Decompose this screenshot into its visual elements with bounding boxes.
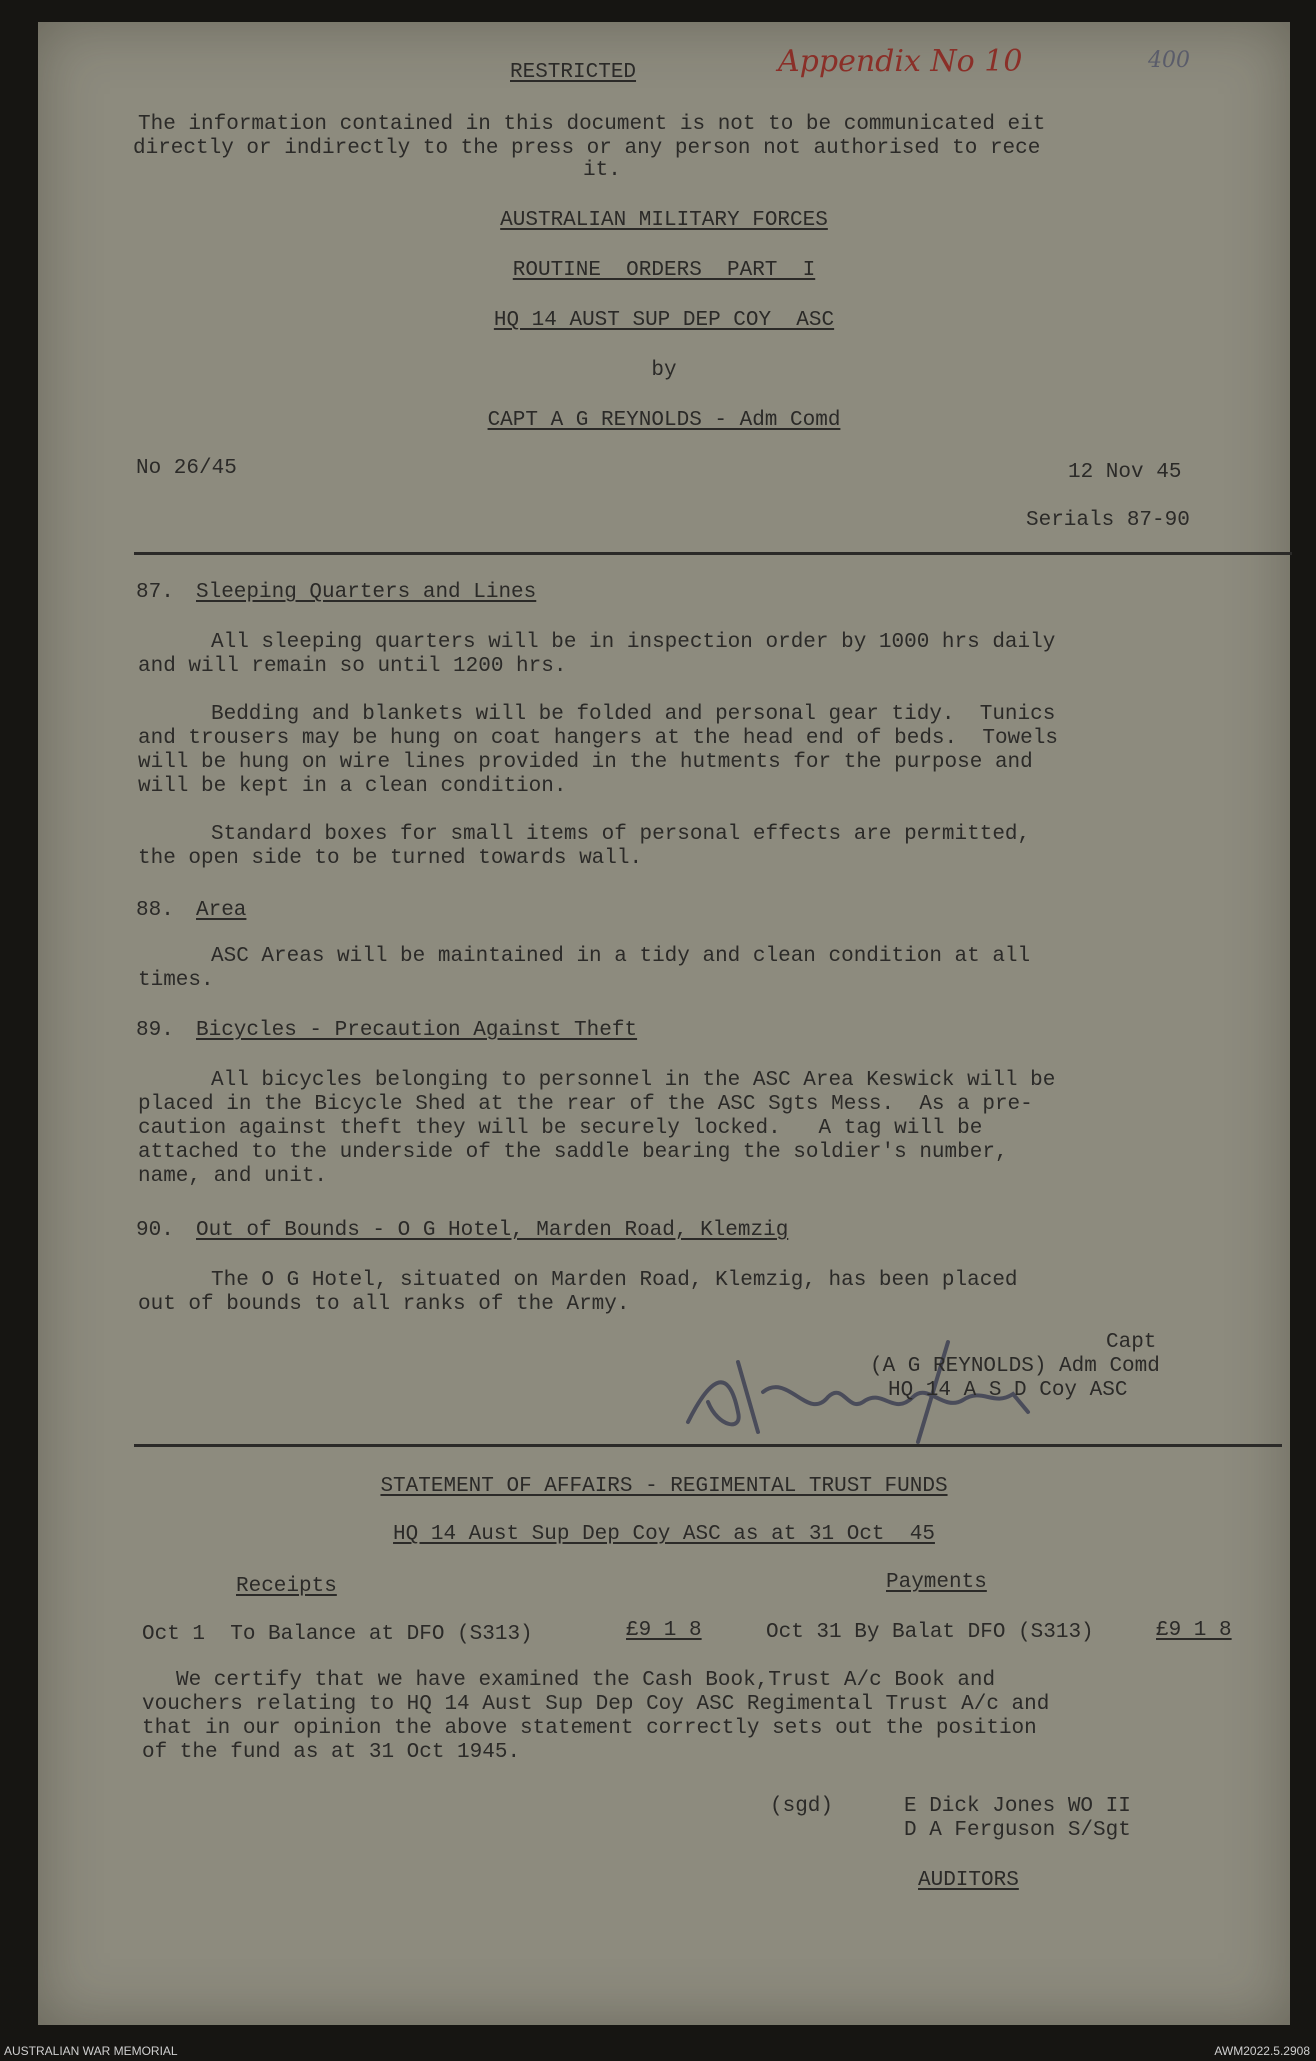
signature-divider (134, 1444, 1282, 1447)
title-unit: HQ 14 AUST SUP DEP COY ASC (493, 309, 835, 332)
order-89-text: All bicycles belonging to personnel in the ASC Area Keswick will be (211, 1069, 1056, 1092)
handwritten-appendix-note: Appendix No 10 (778, 44, 1023, 79)
receipt-entry: Oct 1 To Balance at DFO (S313) (142, 1623, 533, 1646)
signature-rank: Capt (1106, 1331, 1157, 1354)
order-serials: Serials 87-90 (1026, 509, 1190, 532)
warning-line-1: The information contained in this document is not to be communicated eit (138, 113, 1046, 136)
order-88-text: ASC Areas will be maintained in a tidy and clean condition at all (211, 945, 1031, 968)
title-commander: CAPT A G REYNOLDS - Adm Comd (487, 409, 841, 432)
payment-entry: Oct 31 By Balat DFO (S313) (766, 1621, 1094, 1644)
order-87-text: All sleeping quarters will be in inspection order by 1000 hrs daily (211, 631, 1056, 654)
auditor-1: E Dick Jones WO II (904, 1795, 1131, 1818)
order-87-title: Sleeping Quarters and Lines (196, 581, 537, 604)
warning-line-2: directly or indirectly to the press or any person not authorised to rece (133, 137, 1041, 160)
order-87-number: 87. (136, 581, 174, 604)
order-87-text: the open side to be turned towards wall. (138, 847, 643, 870)
statement-title: STATEMENT OF AFFAIRS - REGIMENTAL TRUST FUNDS (380, 1475, 948, 1498)
signature-name: (A G REYNOLDS) Adm Comd (870, 1355, 1160, 1378)
order-87-text: Bedding and blankets will be folded and personal gear tidy. Tunics (211, 703, 1056, 726)
order-88-text: times. (138, 969, 214, 992)
receipts-heading: Receipts (236, 1575, 337, 1598)
order-89-text: name, and unit. (138, 1165, 328, 1188)
order-88-number: 88. (136, 899, 174, 922)
title-routine-orders: ROUTINE ORDERS PART I (512, 259, 816, 282)
order-90-title: Out of Bounds - O G Hotel, Marden Road, Klemzig (196, 1219, 789, 1242)
certification-text: that in our opinion the above statement correctly sets out the position (142, 1717, 1037, 1740)
order-88-title: Area (196, 899, 247, 922)
title-by: by (651, 359, 677, 382)
order-number: No 26/45 (136, 457, 237, 480)
order-90-text: The O G Hotel, situated on Marden Road, Klemzig, has been placed (211, 1269, 1018, 1292)
auditors-label: AUDITORS (918, 1869, 1019, 1892)
order-date: 12 Nov 45 (1068, 461, 1182, 484)
order-90-text: out of bounds to all ranks of the Army. (138, 1293, 630, 1316)
order-89-text: placed in the Bicycle Shed at the rear of the ASC Sgts Mess. As a pre- (138, 1093, 1033, 1116)
order-89-number: 89. (136, 1019, 174, 1042)
payment-amount: £9 1 8 (1156, 1619, 1232, 1642)
handwritten-page-mark: 400 (1148, 48, 1190, 73)
order-87-text: will be hung on wire lines provided in the hutments for the purpose and (138, 751, 1033, 774)
order-87-text: and will remain so until 1200 hrs. (138, 655, 567, 678)
title-australian-military-forces: AUSTRALIAN MILITARY FORCES (500, 209, 828, 232)
auditor-2: D A Ferguson S/Sgt (904, 1819, 1131, 1842)
certification-text: of the fund as at 31 Oct 1945. (142, 1741, 521, 1764)
order-89-text: attached to the underside of the saddle bearing the soldier's number, (138, 1141, 1008, 1164)
receipt-amount: £9 1 8 (626, 1619, 702, 1642)
document-page (38, 22, 1290, 2025)
warning-line-3: it. (583, 159, 621, 182)
footer-archive-name: AUSTRALIAN WAR MEMORIAL (4, 2044, 178, 2058)
order-87-text: and trousers may be hung on coat hangers at the head end of beds. Towels (138, 727, 1058, 750)
order-87-text: will be kept in a clean condition. (138, 775, 567, 798)
classification-heading: RESTRICTED (510, 61, 637, 84)
order-89-text: caution against theft they will be securely locked. A tag will be (138, 1117, 983, 1140)
order-87-text: Standard boxes for small items of personal effects are permitted, (211, 823, 1031, 846)
footer-catalogue-id: AWM2022.5.2908 (1214, 2044, 1310, 2058)
signed-marker: (sgd) (770, 1795, 834, 1818)
order-89-title: Bicycles - Precaution Against Theft (196, 1019, 638, 1042)
certification-text: vouchers relating to HQ 14 Aust Sup Dep Coy ASC Regimental Trust A/c and (142, 1693, 1050, 1716)
payments-heading: Payments (886, 1571, 987, 1594)
signature-unit: HQ 14 A S D Coy ASC (888, 1379, 1128, 1402)
order-90-number: 90. (136, 1219, 174, 1242)
header-divider (134, 552, 1292, 555)
statement-subtitle: HQ 14 Aust Sup Dep Coy ASC as at 31 Oct 45 (393, 1523, 935, 1546)
certification-text: We certify that we have examined the Cash Book,Trust A/c Book and (176, 1669, 996, 1692)
